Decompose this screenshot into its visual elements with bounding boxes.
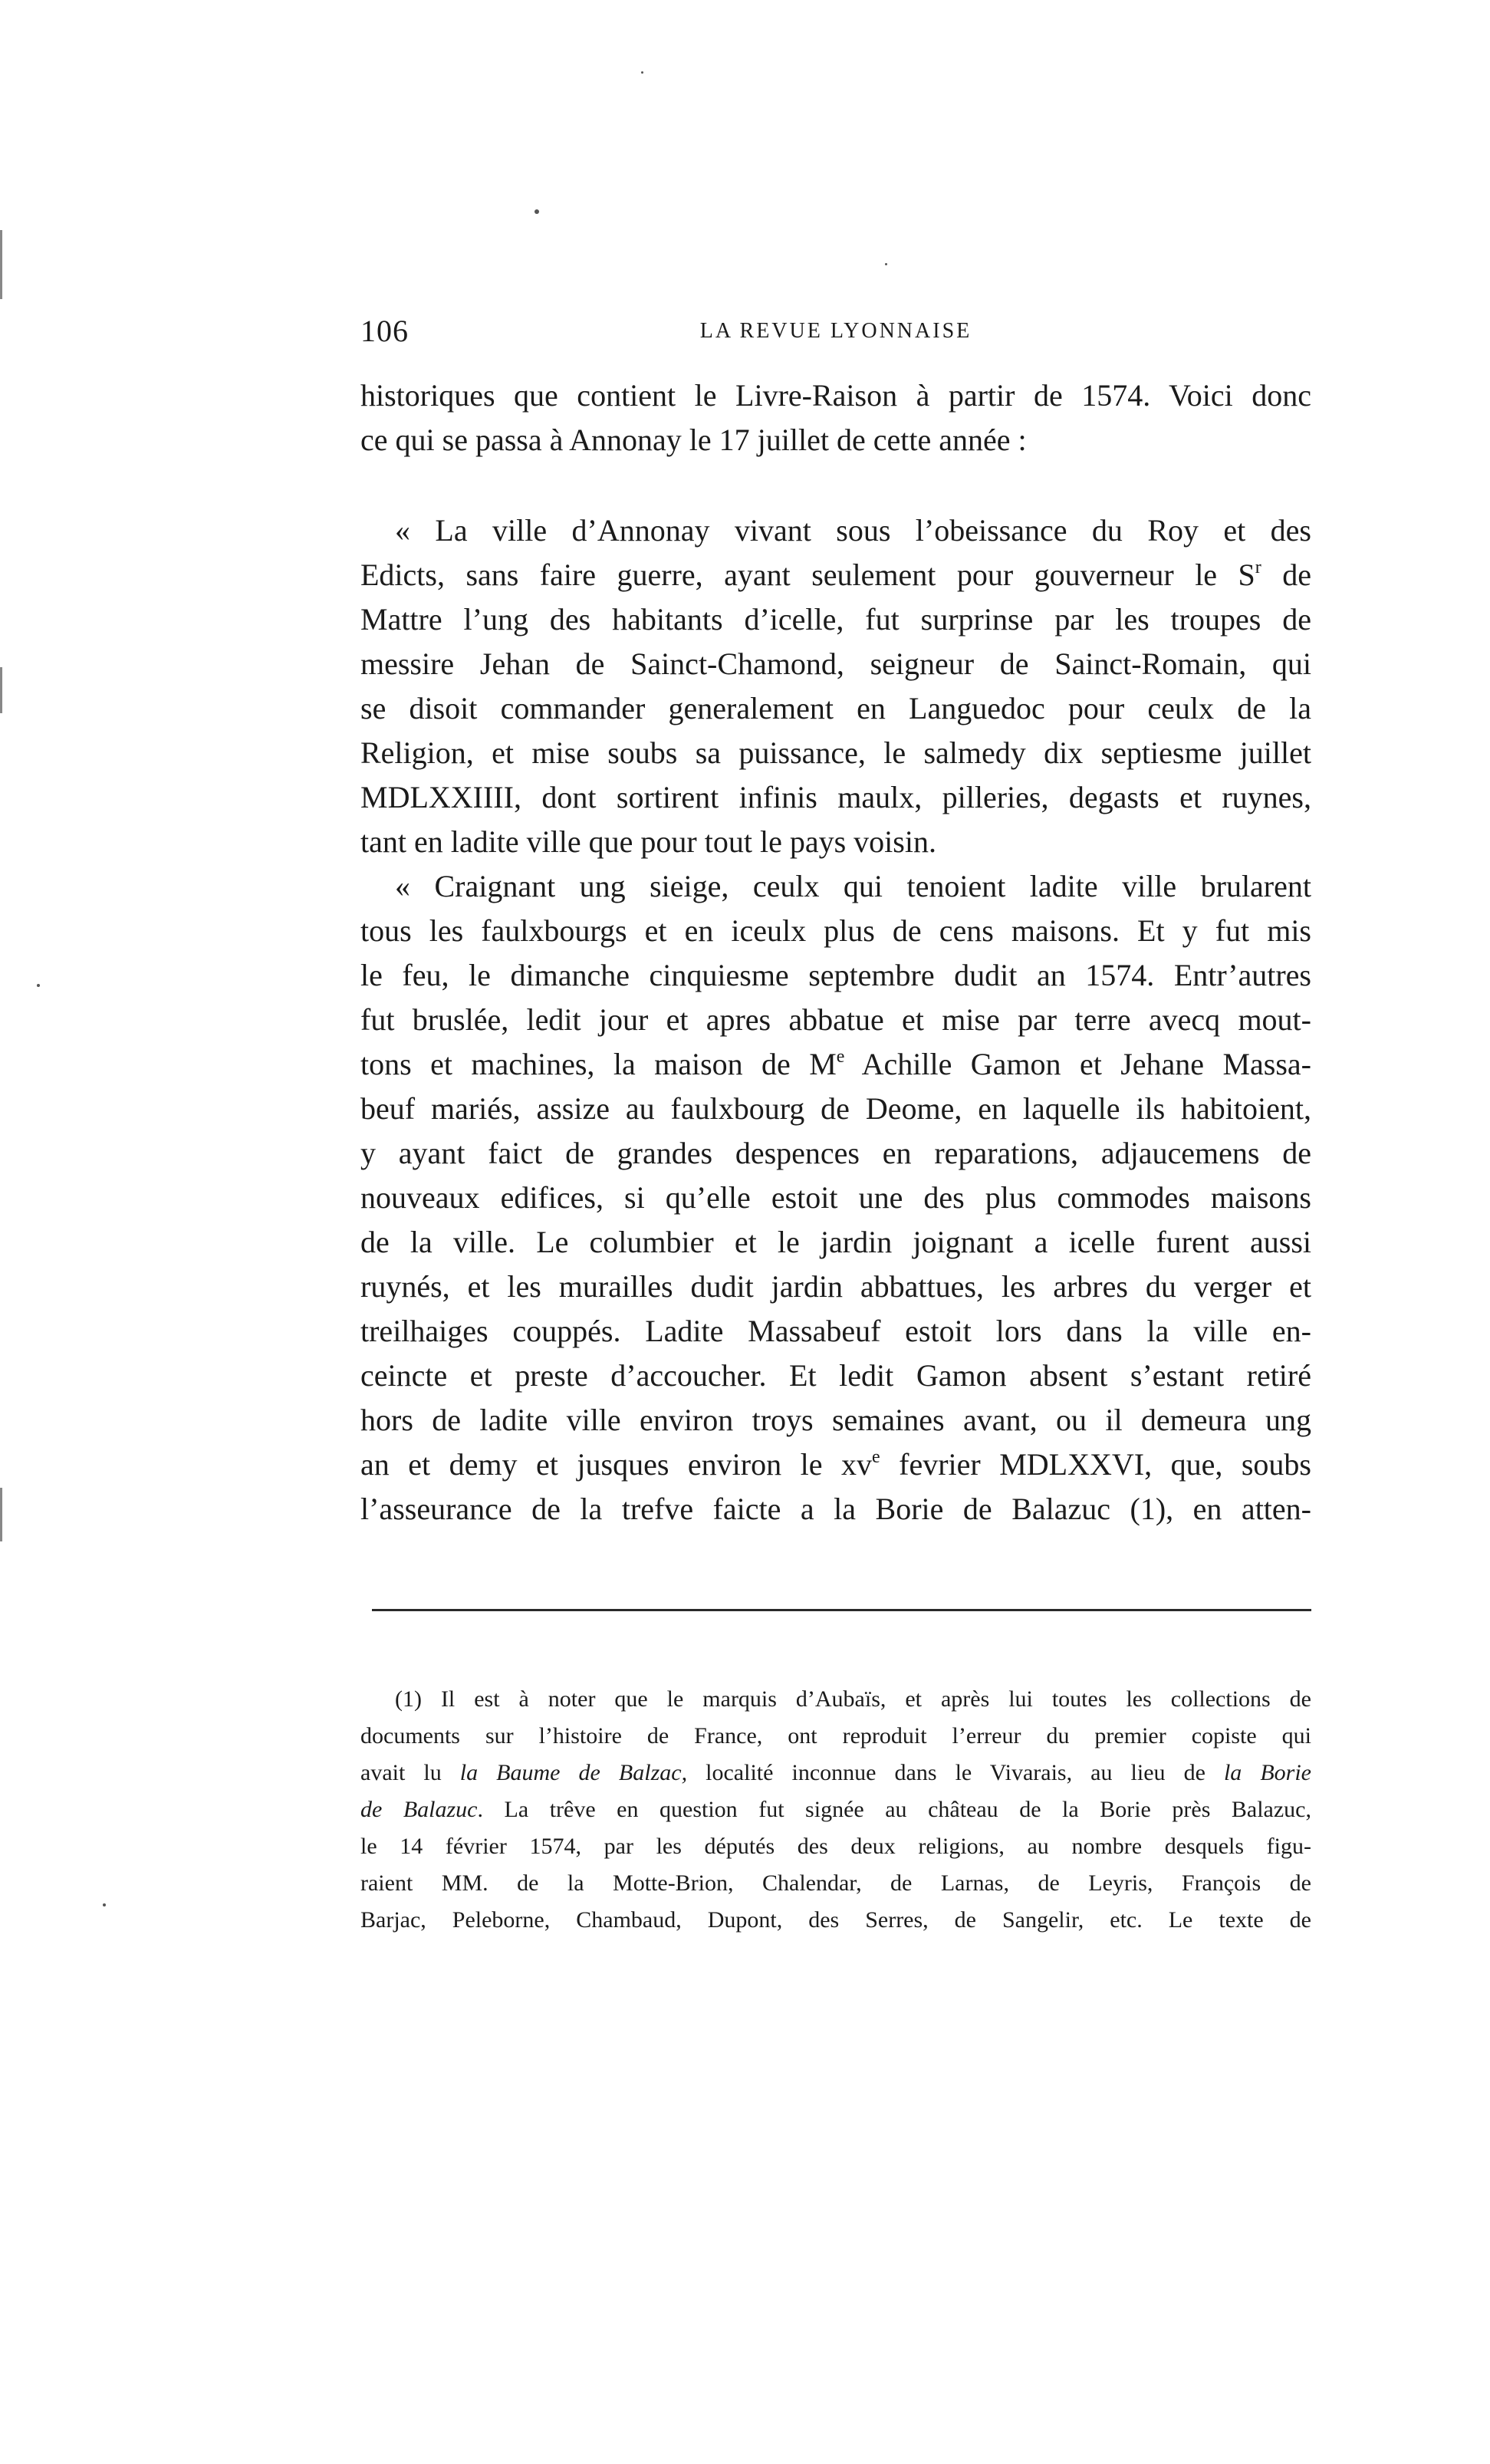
text-segment: an et demy et jusques environ le xv xyxy=(360,1447,872,1482)
text-line: nouveaux edifices, si qu’elle estoit une des plus commodes maisons xyxy=(360,1180,1311,1215)
italic-segment: la Baume de Balzac, xyxy=(459,1760,688,1785)
page-number: 106 xyxy=(360,314,409,348)
superscript: r xyxy=(1255,557,1261,577)
scan-speck xyxy=(885,263,887,265)
text-segment: Edicts, sans faire guerre, ayant seulement pour gouverneur le S xyxy=(360,558,1255,592)
footnote-line: le 14 février 1574, par les députés des deux religions, au nombre desquels figu- xyxy=(360,1834,1311,1859)
text-segment: avait lu xyxy=(360,1760,460,1785)
italic-segment: de Balazuc xyxy=(360,1797,478,1822)
footnote-line: Barjac, Peleborne, Chambaud, Dupont, des Serres, de Sangelir, etc. Le texte de xyxy=(360,1907,1311,1933)
margin-mark xyxy=(0,667,2,713)
superscript: e xyxy=(871,1446,880,1467)
text-line: Mattre l’ung des habitants d’icelle, fut surprinse par les troupes de xyxy=(360,602,1311,637)
superscript: e xyxy=(836,1046,845,1067)
footnote-rule xyxy=(372,1609,1311,1611)
footnote-line: raient MM. de la Motte-Brion, Chalendar, de Larnas, de Leyris, François de xyxy=(360,1870,1311,1896)
text-segment: localité inconnue dans le Vivarais, au lieu de xyxy=(687,1760,1224,1785)
text-line: tous les faulxbourgs et en iceulx plus de cens maisons. Et y fut mis xyxy=(360,913,1311,948)
text-line: le feu, le dimanche cinquiesme septembre dudit an 1574. Entr’autres xyxy=(360,958,1311,992)
text-segment: Achille Gamon et Jehane Massa- xyxy=(844,1047,1311,1081)
text-line: l’asseurance de la trefve faicte a la Borie de Balazuc (1), en atten- xyxy=(360,1492,1311,1526)
text-segment: fevrier MDLXXVI, que, soubs xyxy=(880,1447,1311,1482)
footnote-line xyxy=(360,1791,1311,1828)
text-line: ce qui se passa à Annonay le 17 juillet de cette année : xyxy=(360,423,1027,457)
text-line: MDLXXIIII, dont sortirent infinis maulx, pilleries, degasts et ruynes, xyxy=(360,780,1311,814)
text-line: de la ville. Le columbier et le jardin joignant a icelle furent aussi xyxy=(360,1225,1311,1259)
footnote-line xyxy=(360,1755,1311,1791)
footnote xyxy=(360,1681,1311,1939)
footnote-line: documents sur l’histoire de France, ont reproduit l’erreur du premier copiste qui xyxy=(360,1723,1311,1748)
text-line: beuf mariés, assize au faulxbourg de Deome, en laquelle ils habitoient, xyxy=(360,1091,1311,1126)
margin-mark xyxy=(0,230,2,299)
text-line: « Craignant ung sieige, ceulx qui tenoient ladite ville brularent xyxy=(395,869,1311,903)
scan-speck xyxy=(37,984,40,987)
text-segment: de xyxy=(1261,558,1311,592)
text-segment: . La trêve en question fut signée au château de la Borie près Balazuc, xyxy=(477,1797,1312,1822)
text-line: hors de ladite ville environ troys semaines avant, ou il demeura ung xyxy=(360,1403,1311,1437)
text-line: ceincte et preste d’accoucher. Et ledit Gamon absent s’estant retiré xyxy=(360,1358,1311,1393)
text-line: fut bruslée, ledit jour et apres abbatue et mise par terre avecq mout- xyxy=(360,1002,1311,1037)
text-line: ruynés, et les murailles dudit jardin abbattues, les arbres du verger et xyxy=(360,1269,1311,1304)
text-line: tant en ladite ville que pour tout le pays voisin. xyxy=(360,824,936,859)
scan-speck xyxy=(641,71,643,74)
paragraph-gap xyxy=(360,462,1311,508)
text-line: messire Jehan de Sainct-Chamond, seigneur de Sainct-Romain, qui xyxy=(360,646,1311,681)
running-head xyxy=(360,313,1311,359)
text-line: se disoit commander generalement en Languedoc pour ceulx de la xyxy=(360,691,1311,725)
running-title: LA REVUE LYONNAISE xyxy=(699,319,972,343)
footnote-line: (1) Il est à noter que le marquis d’Aubaïs, et après lui toutes les collections de xyxy=(395,1686,1311,1712)
text-line: treilhaiges couppés. Ladite Massabeuf estoit lors dans la ville en- xyxy=(360,1314,1311,1348)
text-line: y ayant faict de grandes despences en reparations, adjaucemens de xyxy=(360,1136,1311,1170)
text-line xyxy=(360,553,1311,597)
text-line: « La ville d’Annonay vivant sous l’obeissance du Roy et des xyxy=(395,513,1311,548)
text-line xyxy=(360,1443,1311,1487)
body-text xyxy=(360,373,1311,1531)
scan-speck xyxy=(534,209,539,214)
italic-segment: la Borie xyxy=(1223,1760,1312,1785)
scan-speck xyxy=(103,1903,106,1906)
margin-mark xyxy=(0,1488,2,1541)
text-line: Religion, et mise soubs sa puissance, le salmedy dix septiesme juillet xyxy=(360,735,1311,770)
text-line: historiques que contient le Livre-Raison à partir de 1574. Voici donc xyxy=(360,378,1311,413)
text-segment: tons et machines, la maison de M xyxy=(360,1047,837,1081)
text-line xyxy=(360,1042,1311,1087)
